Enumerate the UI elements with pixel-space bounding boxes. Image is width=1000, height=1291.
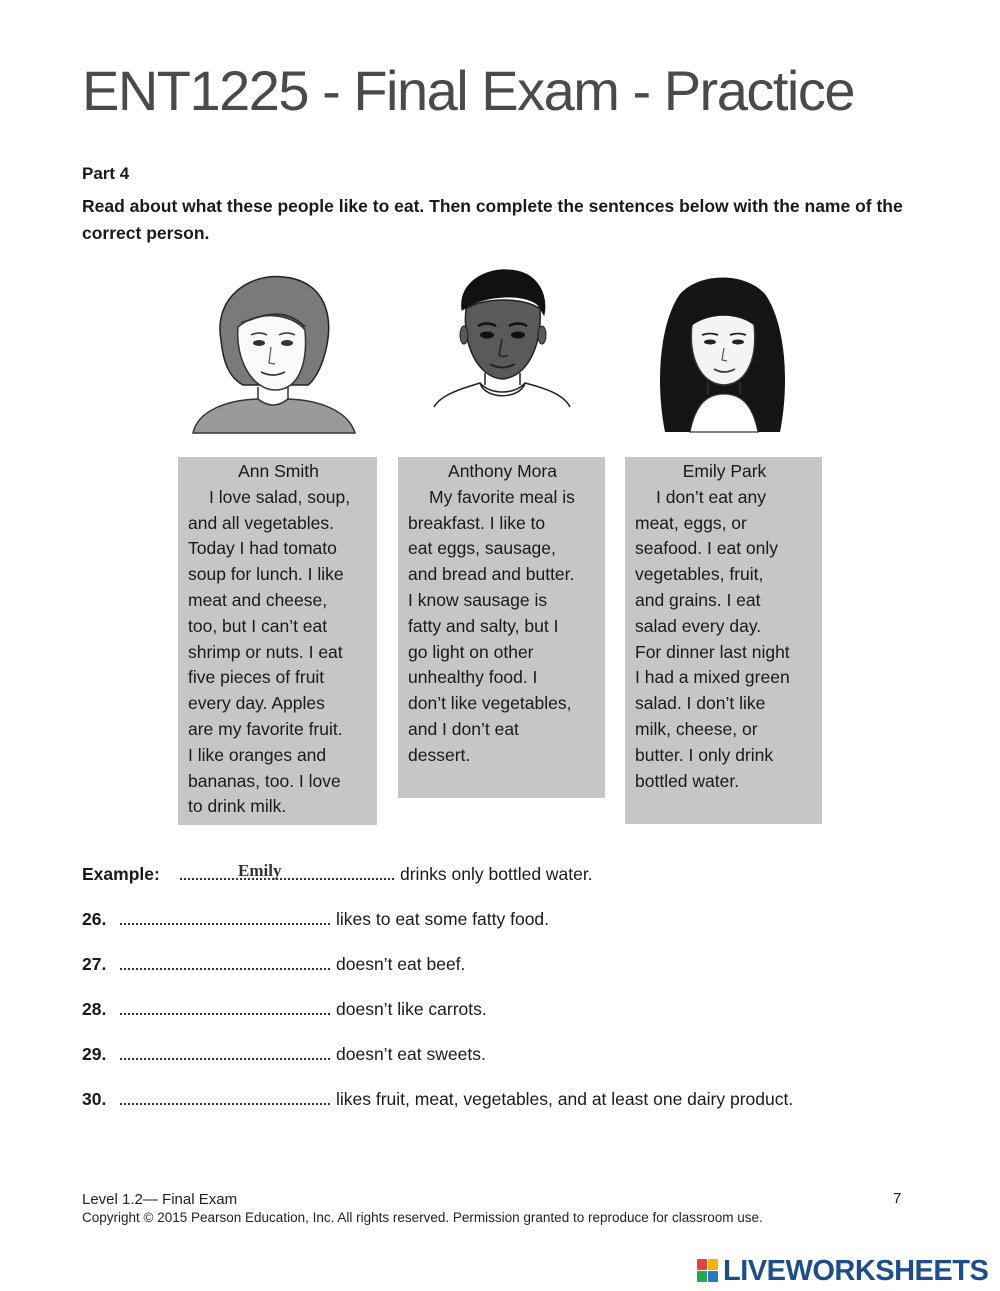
logo-text: LIVEWORKSHEETS — [723, 1255, 989, 1287]
portrait-anthony-mora — [430, 265, 575, 415]
liveworksheets-logo-icon — [697, 1259, 719, 1283]
textbox-emily-park — [625, 457, 822, 824]
text-line: milk, cheese, or — [635, 718, 758, 739]
answer-input[interactable] — [120, 993, 330, 1015]
text-line: every day. Apples — [188, 693, 325, 714]
question-text: doesn’t like carrots. — [336, 999, 487, 1019]
text-line: don’t like vegetables, — [408, 693, 572, 714]
question-number: 28. — [82, 999, 107, 1019]
text-line: meat, eggs, or — [635, 512, 747, 533]
question-27 — [82, 948, 465, 975]
person-name: Emily Park — [682, 461, 767, 481]
liveworksheets-logo[interactable] — [697, 1256, 988, 1286]
answer-input[interactable] — [120, 1038, 330, 1060]
text-line: meat and cheese, — [188, 589, 328, 610]
text-line: dessert. — [408, 744, 471, 765]
page-title: ENT1225 - Final Exam - Practice — [82, 59, 854, 122]
text-line: My favorite meal is — [429, 486, 575, 507]
text-line: and all vegetables. — [188, 512, 334, 533]
text-line: fatty and salty, but I — [408, 615, 559, 636]
question-28 — [82, 993, 487, 1020]
question-text: doesn’t eat beef. — [336, 954, 466, 974]
text-line: go light on other — [408, 641, 534, 662]
part-heading: Part 4 — [82, 164, 130, 183]
instructions: Read about what these people like to eat. Then complete the sentences below with the name of the correct person. — [82, 196, 903, 243]
text-line: and I don’t eat — [408, 718, 519, 739]
text-line: I like oranges and — [188, 744, 327, 765]
question-30 — [82, 1083, 793, 1110]
text-line: soup for lunch. I like — [188, 564, 344, 585]
example-answer-blank — [180, 858, 394, 880]
text-line: and bread and butter. — [408, 564, 575, 585]
page-number: 7 — [893, 1190, 902, 1207]
text-line: shrimp or nuts. I eat — [188, 641, 343, 662]
text-line: butter. I only drink — [635, 744, 774, 765]
question-26 — [82, 903, 549, 930]
text-line: unhealthy food. I — [408, 667, 538, 688]
textbox-anthony-mora — [398, 457, 605, 798]
text-line: salad every day. — [635, 615, 762, 636]
text-line: vegetables, fruit, — [635, 564, 764, 585]
person-name: Ann Smith — [238, 461, 319, 481]
example-label: Example: — [82, 864, 160, 884]
text-line: eat eggs, sausage, — [408, 538, 556, 559]
text-line: I don’t eat any — [656, 486, 766, 507]
question-text: likes to eat some fatty food. — [336, 909, 550, 929]
question-text: likes fruit, meat, vegetables, and at least one dairy product. — [336, 1089, 794, 1109]
text-line: I had a mixed green — [635, 667, 790, 688]
text-line: For dinner last night — [635, 641, 790, 662]
text-line: too, but I can’t eat — [188, 615, 328, 636]
question-number: 26. — [82, 909, 107, 929]
answer-input[interactable] — [120, 903, 330, 925]
question-number: 29. — [82, 1044, 107, 1064]
text-line: and grains. I eat — [635, 589, 761, 610]
text-line: bottled water. — [635, 770, 740, 791]
text-line: I know sausage is — [408, 589, 548, 610]
text-line: five pieces of fruit — [188, 667, 325, 688]
text-line: to drink milk. — [188, 796, 287, 817]
portrait-emily-park — [640, 272, 810, 437]
text-line: breakfast. I like to — [408, 512, 546, 533]
text-line: seafood. I eat only — [635, 538, 779, 559]
text-line: bananas, too. I love — [188, 770, 341, 791]
question-text: doesn’t eat sweets. — [336, 1044, 486, 1064]
portrait-ann-smith — [183, 265, 363, 440]
footer-copyright: Copyright © 2015 Pearson Education, Inc. All rights reserved. Permission granted to reproduce for classroom use. — [82, 1210, 763, 1225]
person-name: Anthony Mora — [448, 461, 557, 481]
question-29 — [82, 1038, 486, 1065]
question-number: 27. — [82, 954, 107, 974]
footer-level: Level 1.2— Final Exam — [82, 1191, 238, 1208]
answer-input[interactable] — [120, 1083, 330, 1105]
example-text: drinks only bottled water. — [400, 864, 593, 884]
question-number: 30. — [82, 1089, 107, 1109]
answer-input[interactable] — [120, 948, 330, 970]
text-line: salad. I don’t like — [635, 693, 766, 714]
text-line: Today I had tomato — [188, 538, 337, 559]
text-line: I love salad, soup, — [209, 486, 351, 507]
example-answer: Emily — [238, 861, 282, 880]
example-row — [82, 858, 593, 885]
text-line: are my favorite fruit. — [188, 718, 343, 739]
textbox-ann-smith — [178, 457, 377, 825]
